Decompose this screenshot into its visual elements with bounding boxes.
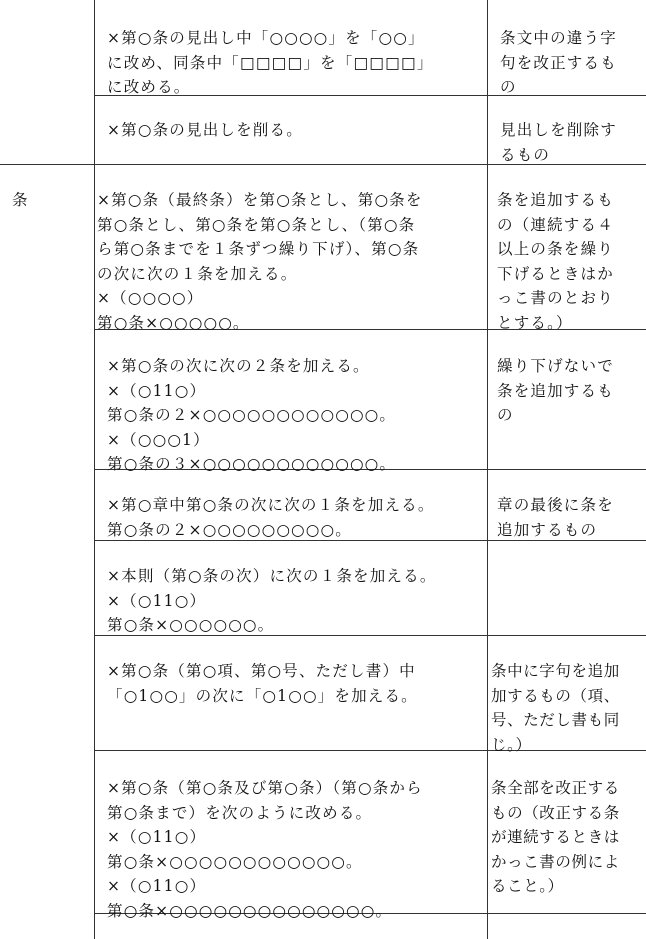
example-cell: ×第○条の次に次の２条を加える。 ×（○11○） 第○条の２×○○○○○○○○○○○○。 ×（○○○1） 第○条の３×○○○○○○○○○○○○。 — [107, 357, 397, 473]
example-cell: ×第○条の見出しを削る。 — [107, 121, 303, 139]
example-cell: ×第○条（第○項、第○号、ただし書）中 「○1○○」の次に「○1○○」を加える。 — [107, 662, 418, 705]
example-cell: ×第○条（第○条及び第○条）（第○条から 第○条まで）を次のように改める。 ×（○11○） 第○条×○○○○○○○○○○○○。 ×（○11○） 第○条×○○○○○○○○○○○○○○。 — [107, 779, 423, 920]
note-cell: 条を追加するも の（連続する４ 以上の条を繰り 下げるときはか っこ書のとおり とする。） — [497, 191, 614, 332]
note-cell: 見出しを削除す るもの — [500, 121, 617, 164]
example-cell: ×第○条の見出し中「○○○○」を「○○」 に改め、同条中「□□□□」を「□□□□」 に改める。 — [107, 29, 434, 96]
example-cell: ×第○条（最終条）を第○条とし、第○条を 第○条とし、第○条を第○条とし、（第○条 ら第○条までを１条ずつ繰り下げ）、第○条 の次に次の１条を加える。 ×（○○○○） 第○条×○○○○○。 — [97, 191, 423, 332]
example-cell: ×第○章中第○条の次に次の１条を加える。 第○条の２×○○○○○○○○○。 — [107, 496, 435, 539]
note-cell: 章の最後に条を 追加するもの — [497, 496, 614, 539]
note-cell: 条中に字句を追加 加するもの（項、 号、ただし書も同 じ。） — [491, 662, 620, 754]
note-cell: 条全部を改正する もの（改正する条 が連続するときは かっこ書の例によ ること。） — [491, 779, 620, 895]
example-cell: ×本則（第○条の次）に次の１条を加える。 ×（○11○） 第○条×○○○○○○。 — [107, 567, 437, 634]
note-cell: 繰り下げないで 条を追加するも の — [497, 357, 614, 424]
category-cell-article: 条 — [12, 191, 29, 209]
note-cell: 条文中の違う字 句を改正するも の — [500, 29, 617, 96]
